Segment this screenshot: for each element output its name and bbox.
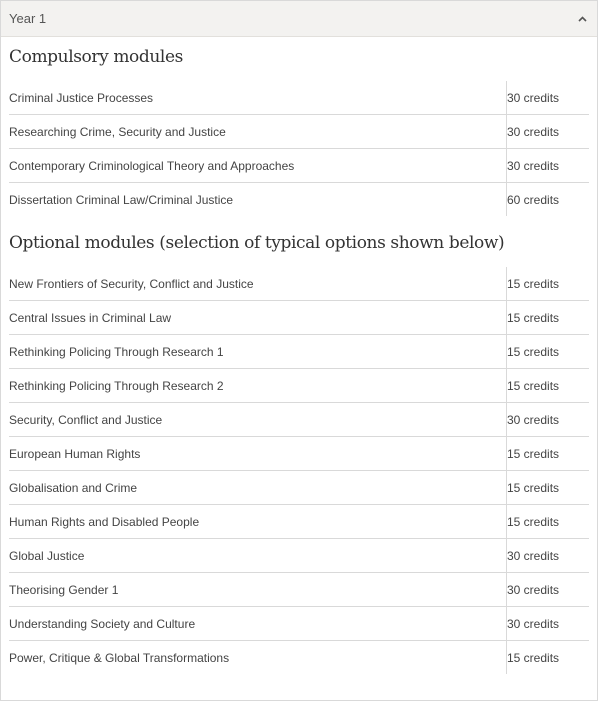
module-name: Rethinking Policing Through Research 2 [9,369,507,403]
module-credits: 15 credits [507,369,590,403]
module-row [9,607,589,641]
module-credits: 30 credits [507,149,590,183]
module-credits: 30 credits [507,81,590,115]
optional-modules-table [9,267,589,674]
module-credits: 60 credits [507,183,590,217]
module-row [9,437,589,471]
module-credits: 30 credits [507,115,590,149]
module-row [9,335,589,369]
module-name: Theorising Gender 1 [9,573,507,607]
compulsory-modules-table [9,81,589,216]
module-name: Researching Crime, Security and Justice [9,115,507,149]
year-panel-title: Year 1 [9,11,47,26]
module-credits: 15 credits [507,335,590,369]
module-name: Power, Critique & Global Transformations [9,650,230,665]
module-name: Human Rights and Disabled People [9,505,507,539]
module-row [9,369,589,403]
module-credits: 15 credits [507,267,590,301]
module-row [9,403,589,437]
module-name: Rethinking Policing Through Research 1 [9,335,507,369]
module-row [9,471,589,505]
module-name: Globalisation and Crime [9,471,507,505]
module-credits: 30 credits [507,573,590,607]
module-name: Contemporary Criminological Theory and Approaches [9,149,507,183]
module-row [9,539,589,573]
module-row [9,505,589,539]
module-row [9,267,589,301]
module-credits: 15 credits [507,471,590,505]
module-name: Dissertation Criminal Law/Criminal Justice [9,192,234,207]
module-row [9,81,589,115]
module-row [9,115,589,149]
module-credits: 30 credits [507,607,590,641]
module-credits: 30 credits [507,539,590,573]
module-name: European Human Rights [9,437,507,471]
chevron-up-icon[interactable] [577,14,587,24]
module-name: Criminal Justice Processes [9,81,507,115]
module-row [9,301,589,335]
module-row [9,573,589,607]
module-credits: 15 credits [507,505,590,539]
optional-modules-heading: Optional modules (selection of typical options shown below) [9,233,505,253]
module-row [9,183,589,217]
module-name: New Frontiers of Security, Conflict and Justice [9,267,507,301]
module-name: Understanding Society and Culture [9,607,507,641]
module-credits: 15 credits [507,437,590,471]
module-name: Global Justice [9,539,507,573]
module-credits: 30 credits [507,403,590,437]
module-name: Central Issues in Criminal Law [9,301,507,335]
module-row [9,641,589,675]
compulsory-modules-heading: Compulsory modules [9,47,183,67]
module-credits: 15 credits [507,641,590,675]
module-row [9,149,589,183]
module-name: Security, Conflict and Justice [9,403,507,437]
year-panel-header[interactable] [1,1,597,37]
module-credits: 15 credits [507,301,590,335]
